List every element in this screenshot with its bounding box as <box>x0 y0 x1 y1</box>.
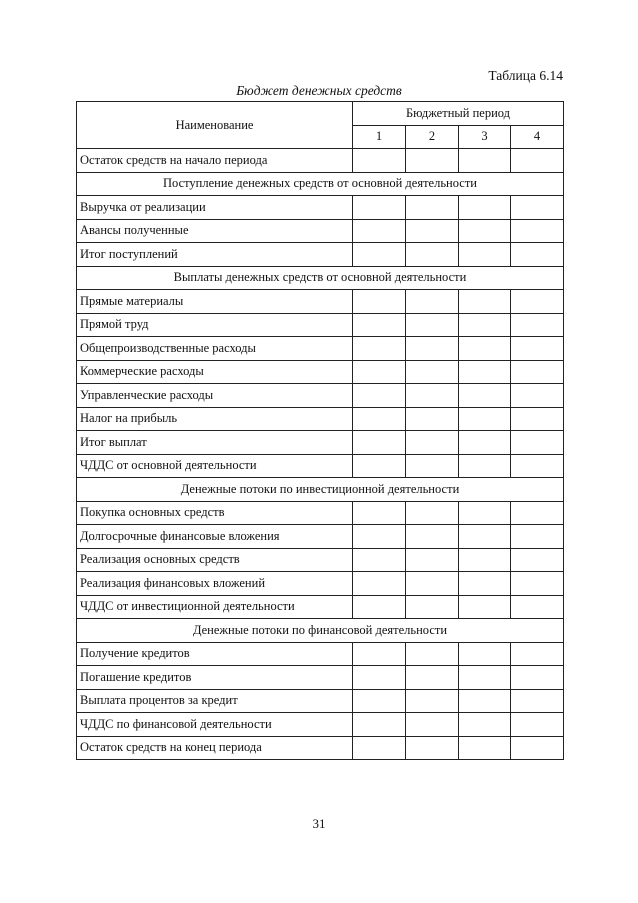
period-4-cell <box>511 525 564 549</box>
period-3-cell <box>459 666 511 690</box>
period-3-cell <box>459 360 511 384</box>
period-4-cell <box>511 689 564 713</box>
period-4-cell <box>511 196 564 220</box>
period-4-cell <box>511 713 564 737</box>
period-1-cell <box>353 431 406 455</box>
table-row <box>77 572 564 596</box>
period-4-cell <box>511 454 564 478</box>
table-row <box>77 360 564 384</box>
section-header-row <box>77 266 564 290</box>
period-4-cell <box>511 337 564 361</box>
table-row <box>77 642 564 666</box>
row-label: Реализация основных средств <box>77 548 353 572</box>
period-4-cell <box>511 666 564 690</box>
header-period-1: 1 <box>353 125 406 149</box>
period-3-cell <box>459 196 511 220</box>
row-label: Реализация финансовых вложений <box>77 572 353 596</box>
period-2-cell <box>406 337 459 361</box>
period-2-cell <box>406 548 459 572</box>
row-label: ЧДДС по финансовой деятельности <box>77 713 353 737</box>
row-label: Погашение кредитов <box>77 666 353 690</box>
period-4-cell <box>511 548 564 572</box>
period-1-cell <box>353 337 406 361</box>
table-row <box>77 666 564 690</box>
table-caption: Бюджет денежных средств <box>236 83 402 98</box>
row-label: ЧДДС от основной деятельности <box>77 454 353 478</box>
period-2-cell <box>406 642 459 666</box>
period-2-cell <box>406 407 459 431</box>
table-row <box>77 407 564 431</box>
table-row <box>77 454 564 478</box>
header-period-3: 3 <box>459 125 511 149</box>
table-number: Таблица 6.14 <box>488 68 563 83</box>
period-4-cell <box>511 360 564 384</box>
period-3-cell <box>459 219 511 243</box>
period-4-cell <box>511 736 564 760</box>
period-3-cell <box>459 290 511 314</box>
period-3-cell <box>459 642 511 666</box>
period-1-cell <box>353 196 406 220</box>
period-2-cell <box>406 525 459 549</box>
period-1-cell <box>353 595 406 619</box>
table-row <box>77 196 564 220</box>
period-1-cell <box>353 290 406 314</box>
period-3-cell <box>459 548 511 572</box>
period-1-cell <box>353 454 406 478</box>
period-1-cell <box>353 572 406 596</box>
period-2-cell <box>406 431 459 455</box>
period-1-cell <box>353 736 406 760</box>
table-row <box>77 384 564 408</box>
period-3-cell <box>459 149 511 173</box>
table-body <box>77 149 564 760</box>
section-header-label: Денежные потоки по инвестиционной деятельности <box>77 478 564 502</box>
period-3-cell <box>459 713 511 737</box>
period-3-cell <box>459 337 511 361</box>
period-1-cell <box>353 149 406 173</box>
period-1-cell <box>353 407 406 431</box>
table-row <box>77 149 564 173</box>
period-4-cell <box>511 572 564 596</box>
header-budget-period: Бюджетный период <box>353 102 564 126</box>
table-row <box>77 525 564 549</box>
row-label: Получение кредитов <box>77 642 353 666</box>
table-row <box>77 595 564 619</box>
table-row <box>77 290 564 314</box>
section-header-label: Выплаты денежных средств от основной деятельности <box>77 266 564 290</box>
period-1-cell <box>353 525 406 549</box>
period-2-cell <box>406 313 459 337</box>
period-2-cell <box>406 689 459 713</box>
table-row <box>77 501 564 525</box>
section-header-row <box>77 478 564 502</box>
period-2-cell <box>406 666 459 690</box>
period-1-cell <box>353 689 406 713</box>
period-4-cell <box>511 501 564 525</box>
period-3-cell <box>459 595 511 619</box>
period-3-cell <box>459 431 511 455</box>
row-label: Прямые материалы <box>77 290 353 314</box>
period-3-cell <box>459 313 511 337</box>
section-header-label: Денежные потоки по финансовой деятельности <box>77 619 564 643</box>
row-label: Итог выплат <box>77 431 353 455</box>
table-row <box>77 243 564 267</box>
period-1-cell <box>353 384 406 408</box>
period-1-cell <box>353 666 406 690</box>
section-header-row <box>77 619 564 643</box>
period-3-cell <box>459 689 511 713</box>
period-2-cell <box>406 290 459 314</box>
row-label: Коммерческие расходы <box>77 360 353 384</box>
period-4-cell <box>511 407 564 431</box>
period-1-cell <box>353 360 406 384</box>
period-4-cell <box>511 431 564 455</box>
period-1-cell <box>353 713 406 737</box>
row-label: ЧДДС от инвестиционной деятельности <box>77 595 353 619</box>
period-1-cell <box>353 219 406 243</box>
section-header-label: Поступление денежных средств от основной деятельности <box>77 172 564 196</box>
period-2-cell <box>406 736 459 760</box>
period-4-cell <box>511 149 564 173</box>
period-2-cell <box>406 713 459 737</box>
row-label: Авансы полученные <box>77 219 353 243</box>
period-2-cell <box>406 572 459 596</box>
period-1-cell <box>353 501 406 525</box>
page-number: 31 <box>312 816 326 831</box>
row-label: Управленческие расходы <box>77 384 353 408</box>
period-2-cell <box>406 243 459 267</box>
table-row <box>77 431 564 455</box>
period-3-cell <box>459 572 511 596</box>
header-period-4: 4 <box>511 125 564 149</box>
period-4-cell <box>511 384 564 408</box>
header-period-2: 2 <box>406 125 459 149</box>
header-name: Наименование <box>77 102 353 149</box>
period-1-cell <box>353 313 406 337</box>
row-label: Остаток средств на конец периода <box>77 736 353 760</box>
period-2-cell <box>406 149 459 173</box>
period-4-cell <box>511 313 564 337</box>
period-2-cell <box>406 360 459 384</box>
row-label: Долгосрочные финансовые вложения <box>77 525 353 549</box>
row-label: Остаток средств на начало периода <box>77 149 353 173</box>
table-row <box>77 689 564 713</box>
period-3-cell <box>459 454 511 478</box>
period-1-cell <box>353 243 406 267</box>
header-row <box>77 102 564 126</box>
period-1-cell <box>353 548 406 572</box>
row-label: Налог на прибыль <box>77 407 353 431</box>
period-4-cell <box>511 219 564 243</box>
period-2-cell <box>406 196 459 220</box>
period-4-cell <box>511 642 564 666</box>
period-2-cell <box>406 219 459 243</box>
section-header-row <box>77 172 564 196</box>
table-row <box>77 219 564 243</box>
period-3-cell <box>459 525 511 549</box>
period-4-cell <box>511 243 564 267</box>
period-3-cell <box>459 501 511 525</box>
row-label: Прямой труд <box>77 313 353 337</box>
row-label: Покупка основных средств <box>77 501 353 525</box>
period-3-cell <box>459 736 511 760</box>
row-label: Выручка от реализации <box>77 196 353 220</box>
row-label: Выплата процентов за кредит <box>77 689 353 713</box>
period-2-cell <box>406 501 459 525</box>
period-3-cell <box>459 407 511 431</box>
period-3-cell <box>459 243 511 267</box>
period-4-cell <box>511 290 564 314</box>
row-label: Итог поступлений <box>77 243 353 267</box>
table-row <box>77 736 564 760</box>
row-label: Общепроизводственные расходы <box>77 337 353 361</box>
period-1-cell <box>353 642 406 666</box>
budget-table <box>76 101 564 760</box>
period-2-cell <box>406 384 459 408</box>
table-row <box>77 337 564 361</box>
table-row <box>77 313 564 337</box>
period-2-cell <box>406 454 459 478</box>
period-2-cell <box>406 595 459 619</box>
table-row <box>77 713 564 737</box>
table-row <box>77 548 564 572</box>
period-4-cell <box>511 595 564 619</box>
period-3-cell <box>459 384 511 408</box>
